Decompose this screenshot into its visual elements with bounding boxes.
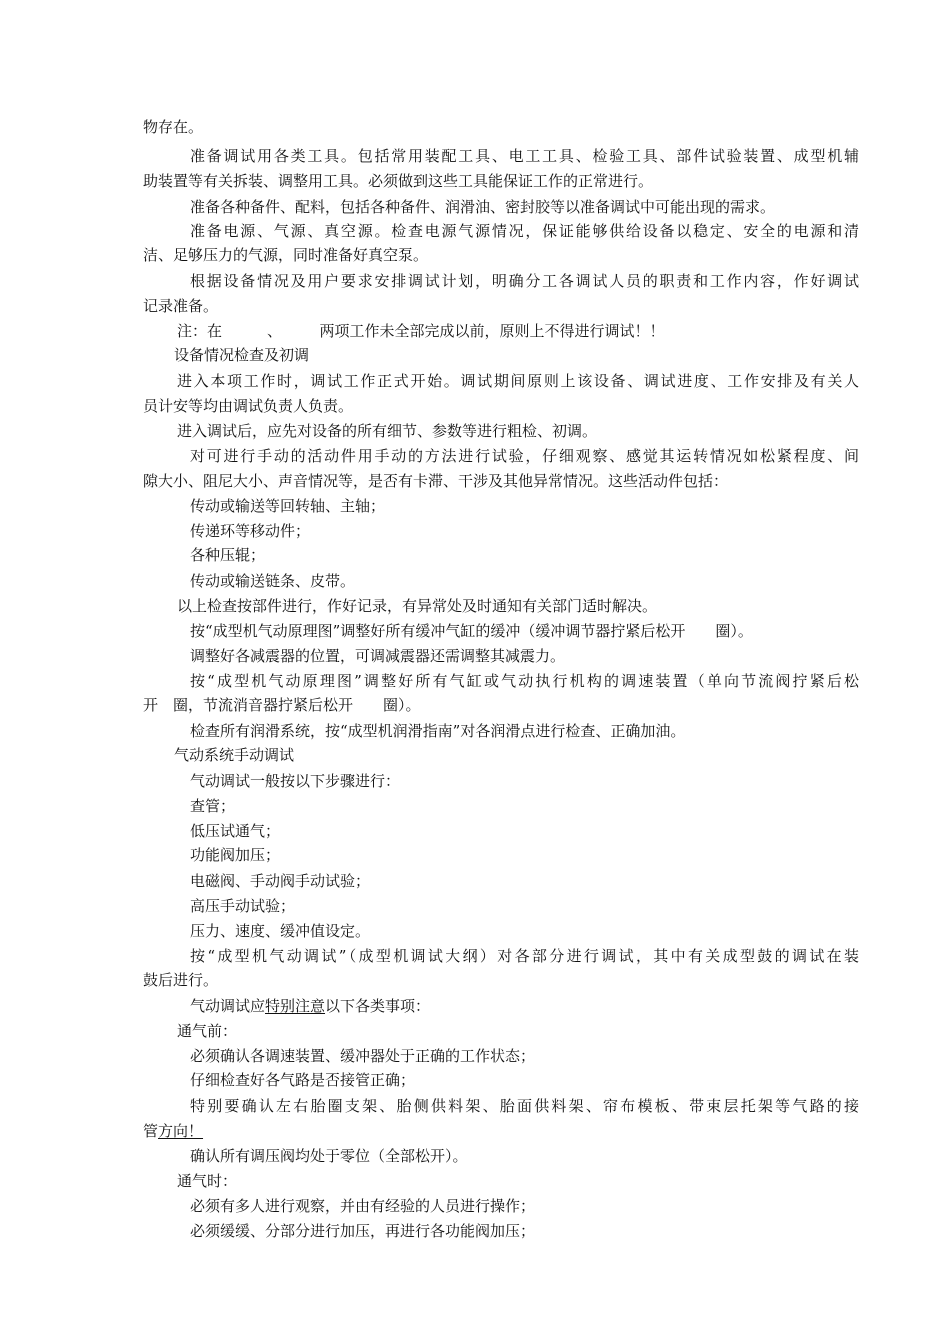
- section-heading: 设备情况检查及初调: [174, 346, 310, 364]
- text-line: 助装置等有关拆装、调整用工具。必须做到这些工具能保证工作的正常进行。: [143, 172, 654, 190]
- text-line: 准备各种备件、配料，包括各种备件、润滑油、密封胶等以准备调试中可能出现的需求。: [190, 198, 776, 216]
- text-line: 以上检查按部件进行，作好记录，有异常处及时通知有关部门适时解决。: [177, 597, 658, 615]
- subheading: 通气前：: [177, 1022, 238, 1040]
- list-item: 查管；: [190, 797, 236, 815]
- subheading: 通气时：: [177, 1172, 238, 1190]
- list-item: 高压手动试验；: [190, 897, 296, 915]
- text-line: 检查所有润滑系统，按“成型机润滑指南”对各润滑点进行检查、正确加油。: [190, 722, 686, 740]
- text-line: 开 圈，节流消音器拧紧后松开 圈）。: [143, 696, 421, 714]
- text-line: 按“成型机气动调试”（成型机调试大纲）对各部分进行调试，其中有关成型鼓的调试在装: [190, 947, 859, 965]
- text-line: 按“成型机气动原理图”调整好所有气缸或气动执行机构的调速装置（单向节流阀拧紧后松: [190, 672, 859, 690]
- text-line: 气动调试一般按以下步骤进行：: [190, 772, 401, 790]
- text-line: 准备电源、气源、真空源。检查电源气源情况，保证能够供给设备以稳定、安全的电源和清: [190, 222, 859, 240]
- notice-line: [190, 997, 430, 1015]
- list-item: 必须缓缓、分部分进行加压，再进行各功能阀加压；: [190, 1222, 536, 1240]
- notice-prefix: 气动调试应: [190, 997, 266, 1015]
- list-item: 传动或输送链条、皮带。: [190, 572, 356, 590]
- list-item: 传递环等移动件；: [190, 522, 311, 540]
- text-line: 根据设备情况及用户要求安排调试计划，明确分工各调试人员的职责和工作内容，作好调试: [190, 272, 859, 290]
- list-item: 仔细检查好各气路是否接管正确；: [190, 1071, 416, 1089]
- text-line: 鼓后进行。: [143, 971, 219, 989]
- list-item: 压力、速度、缓冲值设定。: [190, 922, 371, 940]
- list-item: 确认所有调压阀均处于零位（全部松开）。: [190, 1147, 468, 1165]
- list-item: 必须有多人进行观察，并由有经验的人员进行操作；: [190, 1197, 536, 1215]
- notice-suffix: 以下各类事项：: [325, 997, 431, 1015]
- list-item: 电磁阀、手动阀手动试验；: [190, 872, 371, 890]
- text-line: 物存在。: [143, 118, 204, 136]
- text-line: 洁、足够压力的气源，同时准备好真空泵。: [143, 246, 429, 264]
- notice-emphasis: 特别注意: [265, 997, 326, 1015]
- text-line: 进入调试后，应先对设备的所有细节、参数等进行粗检、初调。: [177, 422, 598, 440]
- text-line: [143, 1122, 203, 1140]
- list-item: 功能阀加压；: [190, 846, 281, 864]
- text-line: 记录准备。: [143, 297, 219, 315]
- text-line: 隙大小、阻尼大小、声音情况等，是否有卡滞、干涉及其他异常情况。这些活动件包括：: [143, 472, 729, 490]
- text-line: 调整好各减震器的位置，可调减震器还需调整其减震力。: [190, 647, 566, 665]
- list-item: 必须确认各调速装置、缓冲器处于正确的工作状态；: [190, 1047, 536, 1065]
- text-fragment: 管: [143, 1122, 159, 1140]
- list-item: 传动或输送等回转轴、主轴；: [190, 497, 386, 515]
- text-line: 员计安等均由调试负责人负责。: [143, 397, 354, 415]
- text-line: 对可进行手动的活动件用手动的方法进行试验，仔细观察、感觉其运转情况如松紧程度、间: [190, 447, 859, 465]
- list-item: 各种压辊；: [190, 546, 266, 564]
- text-line: 按“成型机气动原理图”调整好所有缓冲气缸的缓冲（缓冲调节器拧紧后松开 圈）。: [190, 622, 753, 640]
- list-item: 低压试通气；: [190, 822, 281, 840]
- section-heading: 气动系统手动调试: [174, 746, 295, 764]
- note-line: 注：在 、 两项工作未全部完成以前，原则上不得进行调试！！: [177, 322, 665, 340]
- list-item: 特别要确认左右胎圈支架、胎侧供料架、胎面供料架、帘布模板、带束层托架等气路的接: [190, 1097, 859, 1115]
- text-line: 准备调试用各类工具。包括常用装配工具、电工工具、检验工具、部件试验装置、成型机辅: [190, 147, 859, 165]
- direction-emphasis: 方向！: [158, 1122, 204, 1140]
- text-line: 进入本项工作时，调试工作正式开始。调试期间原则上该设备、调试进度、工作安排及有关人: [177, 372, 859, 390]
